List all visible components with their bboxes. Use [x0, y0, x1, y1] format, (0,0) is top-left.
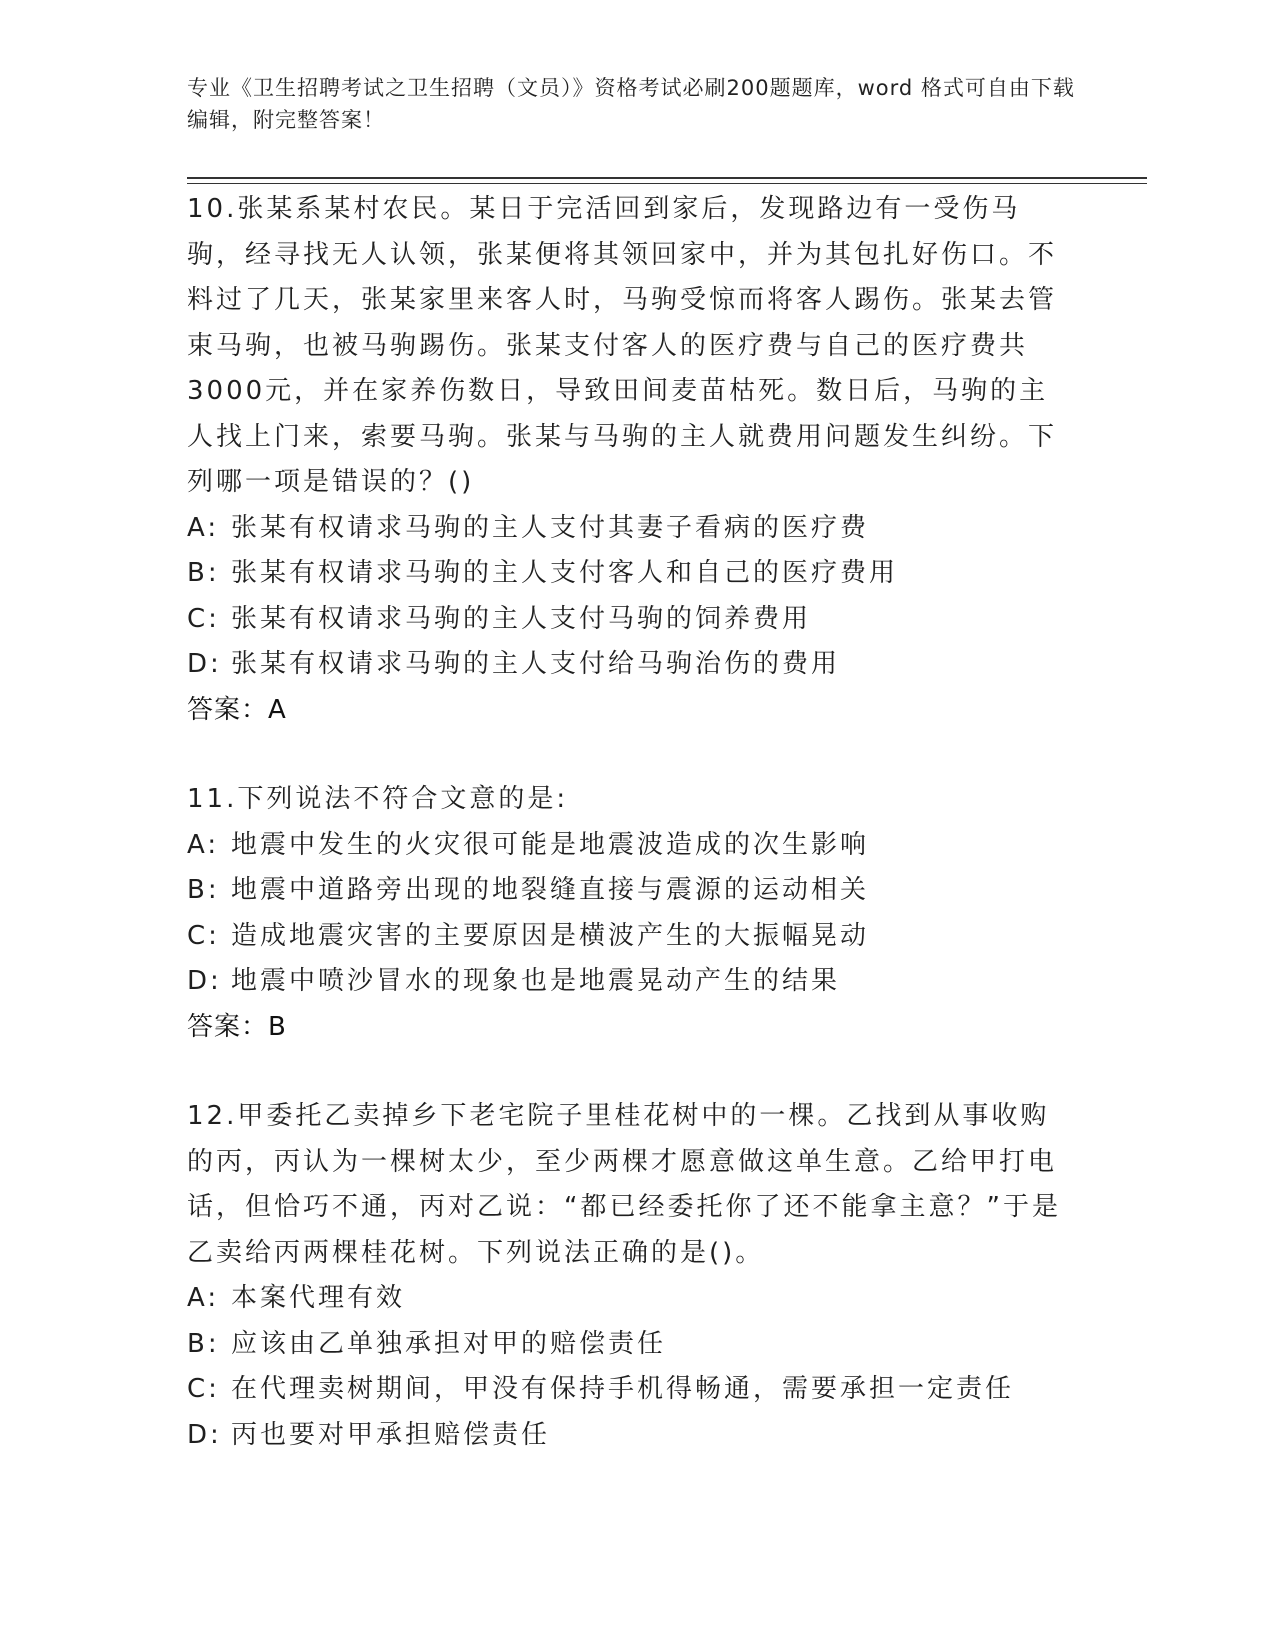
option-text: 张某有权请求马驹的主人支付给马驹治伤的费用 [231, 649, 841, 679]
option-text: 在代理卖树期间，甲没有保持手机得畅通，需要承担一定责任 [231, 1374, 1015, 1404]
option-text: 张某有权请求马驹的主人支付马驹的饲养费用 [231, 603, 812, 634]
option-b [187, 1322, 1077, 1368]
option-label: B: [187, 558, 220, 588]
option-c [187, 597, 1077, 643]
question-stem: 12.甲委托乙卖掉乡下老宅院子里桂花树中的一棵。乙找到从事收购的丙，丙认为一棵树太少，至少两棵才愿意做这单生意。乙给甲打电话，但恰巧不通，丙对乙说：“都已经委托你了还不能拿主意？”于是乙卖给丙两棵桂花树。下列说法正确的是()。 [187, 1101, 1061, 1268]
option-text: 地震中发生的火灾很可能是地震波造成的次生影响 [231, 829, 870, 860]
option-label: B: [187, 1328, 220, 1359]
header-divider-thick [187, 177, 1147, 179]
option-label: D: [187, 966, 222, 996]
option-label: A: [187, 512, 220, 543]
option-c [187, 914, 1077, 960]
option-label: D: [187, 1419, 222, 1450]
option-text: 丙也要对甲承担赔偿责任 [231, 1419, 551, 1450]
question-stem: 10.张某系某村农民。某日于完活回到家后，发现路边有一受伤马驹，经寻找无人认领，张某便将其领回家中，并为其包扎好伤口。不料过了几天，张某家里来客人时，马驹受惊而将客人踢伤。张某去管束马驹，也被马驹踢伤。张某支付客人的医疗费与自己的医疗费共3000元，并在家养伤数日，导致田间麦苗枯死。数日后，马驹的主人找上门来，索要马驹。张某与马驹的主人就费用问题发生纠纷。下列哪一项是错误的？() [187, 194, 1058, 497]
option-label: B: [187, 875, 220, 905]
option-a [187, 823, 1077, 869]
option-d [187, 959, 1077, 1005]
option-d [187, 1413, 1077, 1459]
option-text: 张某有权请求马驹的主人支付其妻子看病的医疗费 [231, 512, 870, 543]
question-10 [187, 187, 1077, 733]
question-list [187, 187, 1077, 1502]
option-label: C: [187, 920, 220, 951]
option-text: 应该由乙单独承担对甲的赔偿责任 [231, 1328, 667, 1359]
option-label: C: [187, 603, 220, 634]
option-label: D: [187, 649, 222, 679]
option-b [187, 551, 1077, 597]
option-text: 本案代理有效 [231, 1283, 406, 1313]
option-text: 地震中喷沙冒水的现象也是地震晃动产生的结果 [231, 966, 841, 996]
option-label: A: [187, 1283, 220, 1313]
question-stem: 11.下列说法不符合文意的是: [187, 784, 569, 814]
option-c [187, 1367, 1077, 1413]
option-text: 造成地震灾害的主要原因是横波产生的大振幅晃动 [231, 920, 870, 951]
answer-line: 答案：B [187, 1011, 287, 1042]
option-label: C: [187, 1374, 220, 1404]
option-b [187, 868, 1077, 914]
option-a [187, 506, 1077, 552]
option-text: 张某有权请求马驹的主人支付客人和自己的医疗费用 [231, 558, 899, 588]
option-d [187, 642, 1077, 688]
option-a [187, 1276, 1077, 1322]
question-11 [187, 777, 1077, 1050]
question-12 [187, 1094, 1077, 1458]
option-text: 地震中道路旁出现的地裂缝直接与震源的运动相关 [231, 875, 870, 905]
answer-line: 答案：A [187, 694, 287, 725]
option-label: A: [187, 829, 220, 860]
document-header: 专业《卫生招聘考试之卫生招聘（文员）》资格考试必刷200题题库，word 格式可自由下载编辑，附完整答案！ [187, 76, 1075, 132]
header-divider-thin [187, 183, 1147, 184]
